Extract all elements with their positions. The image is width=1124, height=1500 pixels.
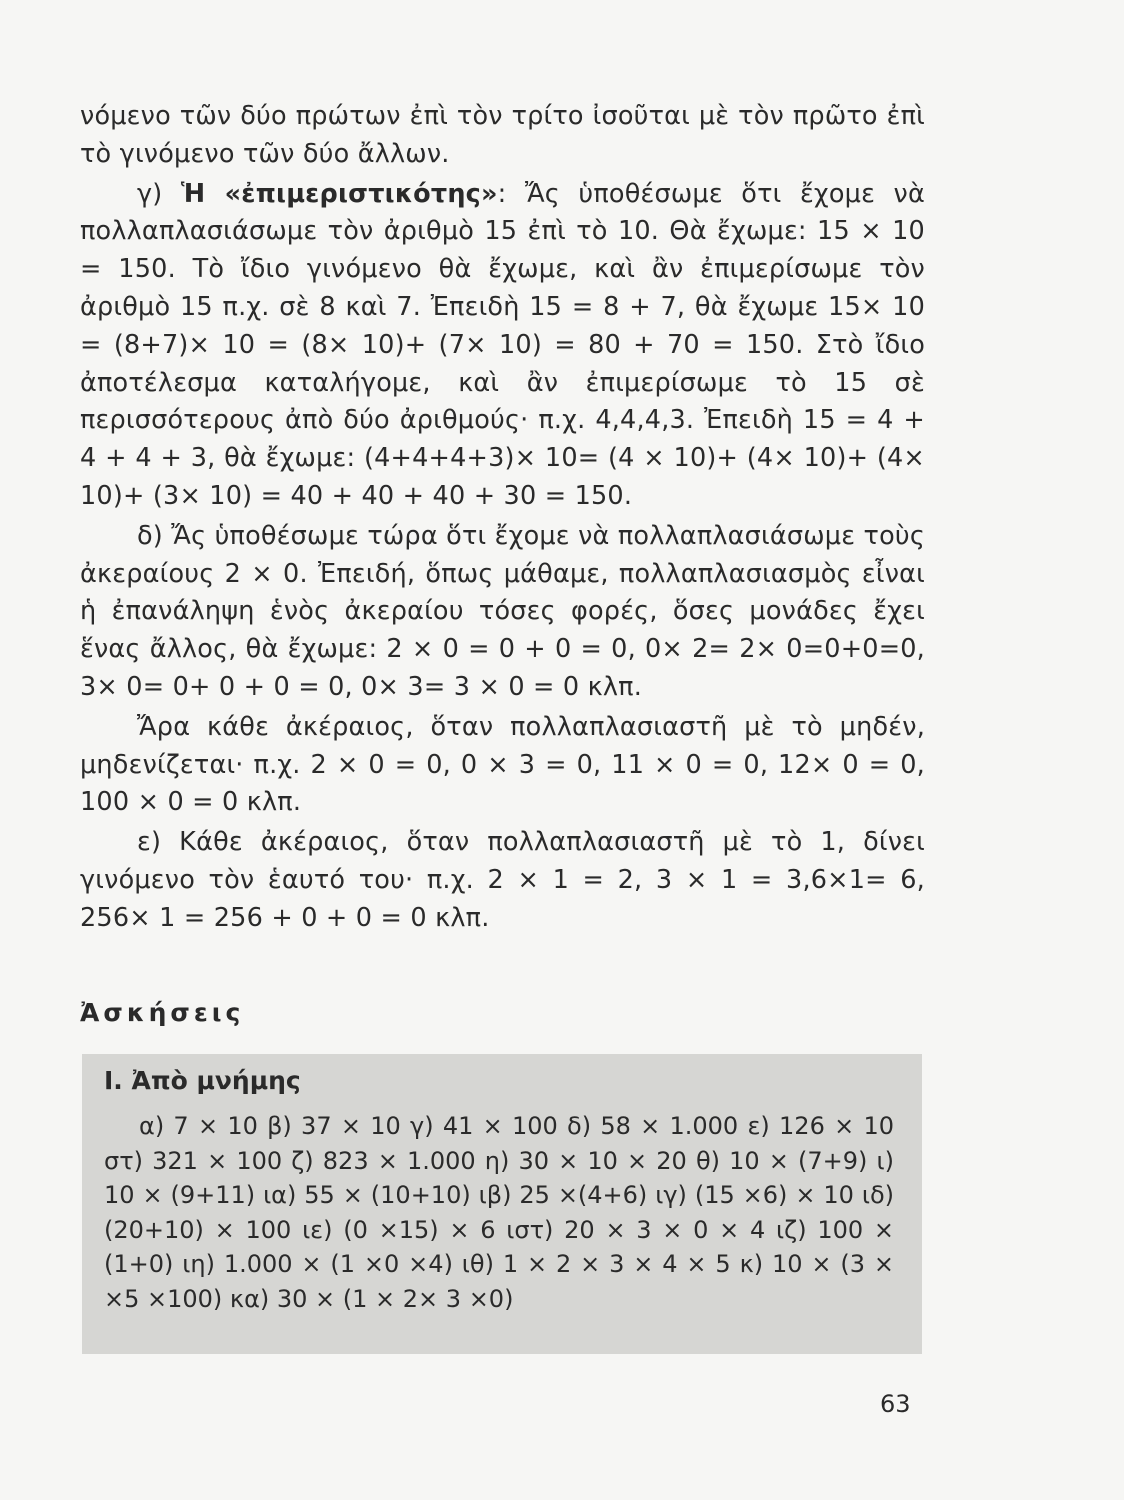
exercise-box xyxy=(82,1054,922,1354)
exercise-list xyxy=(104,1109,894,1316)
term-distributivity: Ἡ «ἐπιμεριστικότης» xyxy=(180,178,498,209)
paragraph-text: : Ἄς ὑποθέσωμε ὅτι ἔχομε νὰ πολλαπλασιάσωμε τὸν ἀριθμὸ 15 ἐπὶ τὸ 10. Θὰ ἔχωμε: 15 × 10 = 150. Τὸ ἴδιο γινόμενο θὰ ἔχωμε, καὶ ἂν ἐπιμερίσωμε τὸν ἀριθμὸ 15 π.χ. σὲ 8 καὶ 7. Ἐπειδὴ 15 = 8 + 7, θὰ ἔχωμε 15× 10 = (8+7)× 10 = (8× 10)+ (7× 10) = 80 + 70 = 150. Στὸ ἴδιο ἀποτέλεσμα καταλήγομε, καὶ ἂν ἐπιμερίσωμε τὸ 15 σὲ περισσότερους ἀπὸ δύο ἀριθμούς· π.χ. 4,4,4,3. Ἐπειδὴ 15 = 4 + 4 + 4 + 3, θὰ ἔχωμε: (4+4+4+3)× 10= (4 × 10)+ (4× 10)+ (4× 10)+ (3× 10) = 40 + 40 + 40 + 30 = 150. xyxy=(80,178,925,511)
paragraph-continuation xyxy=(80,98,925,174)
page-number: 63 xyxy=(880,1390,911,1418)
exercise-text: α) 7 × 10 β) 37 × 10 γ) 41 × 100 δ) 58 × 1.000 ε) 126 × 10 στ) 321 × 100 ζ) 823 × 1.000 η) 30 × 10 × 20 θ) 10 × (7+9) ι) 10 × (9+11) ια) 55 × (10+10) ιβ) 25 ×(4+6) ιγ) (15 ×6) × 10 ιδ) (20+10) × 100 ιε) (0 ×15) × 6 ιστ) 20 × 3 × 0 × 4 ιζ) 100 × (1+0) ιη) 1.000 × (1 ×0 ×4) ιθ) 1 × 2 × 3 × 4 × 5 κ) 10 × (3 × ×5 ×100) κα) 30 × (1 × 2× 3 ×0) xyxy=(104,1112,894,1313)
paragraph-lead: δ) xyxy=(137,520,172,551)
paragraph-lead: ε) xyxy=(137,827,180,858)
paragraph-text: Ἄς ὑποθέσωμε τώρα ὅτι ἔχομε νὰ πολλαπλασιάσωμε τοὺς ἀκεραίους 2 × 0. Ἐπειδή, ὅπως μάθαμε, πολλαπλασιασμὸς εἶναι ἡ ἐπανάληψη ἑνὸς ἀκεραίου τόσες φορές, ὅσες μονάδες ἔχει ἕνας ἄλλος, θὰ ἔχωμε: 2 × 0 = 0 + 0 = 0, 0× 2= 2× 0=0+0=0, 3× 0= 0+ 0 + 0 = 0, 0× 3= 3 × 0 = 0 κλπ. xyxy=(80,520,925,702)
paragraph-lead: γ) xyxy=(137,178,181,209)
paragraph-identity xyxy=(80,824,925,937)
exercise-section-title: Ι. Ἀπὸ μνήμης xyxy=(104,1066,301,1095)
paragraph-text: νόμενο τῶν δύο πρώτων ἐπὶ τὸν τρίτο ἰσοῦται μὲ τὸν πρῶτο ἐπὶ τὸ γινόμενο τῶν δύο ἄλλων. xyxy=(80,101,925,169)
paragraph-zero-multiplication xyxy=(80,518,925,707)
exercises-heading: Ἀσκήσεις xyxy=(80,998,245,1027)
main-text xyxy=(80,98,925,938)
paragraph-text: Κάθε ἀκέραιος, ὅταν πολλαπλασιαστῆ μὲ τὸ 1, δίνει γινόμενο τὸν ἑαυτό του· π.χ. 2 × 1 = 2, 3 × 1 = 3,6×1= 6, 256× 1 = 256 + 0 + 0 = 0 κλπ. xyxy=(80,827,925,933)
paragraph-zero-rule xyxy=(80,709,925,822)
paragraph-text: Ἄρα κάθε ἀκέραιος, ὅταν πολλαπλασιαστῆ μὲ τὸ μηδέν, μηδενίζεται· π.χ. 2 × 0 = 0, 0 × 3 = 0, 11 × 0 = 0, 12× 0 = 0, 100 × 0 = 0 κλπ. xyxy=(80,711,925,818)
paragraph-distributivity xyxy=(80,176,925,516)
